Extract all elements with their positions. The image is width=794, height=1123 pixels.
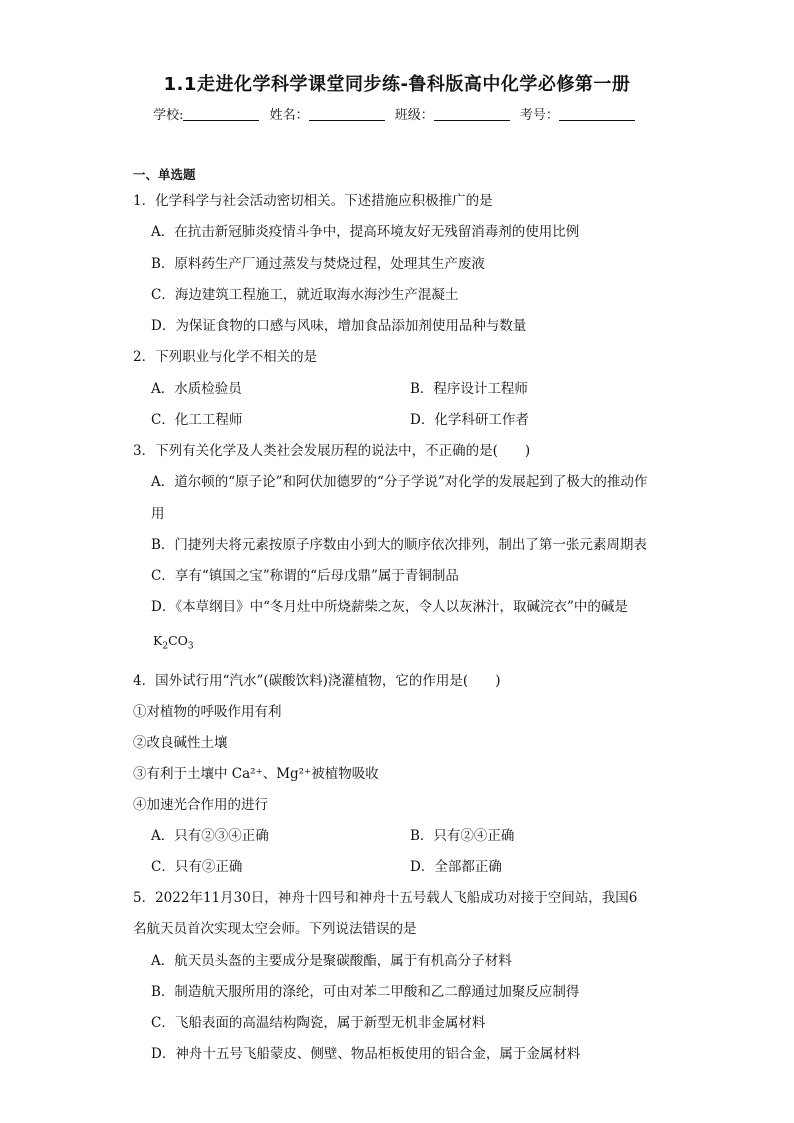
- id-blank[interactable]: [559, 108, 635, 121]
- question-5-option-d: D．神舟十五号飞船蒙皮、侧壁、物品柜板使用的铝合金，属于金属材料: [151, 1046, 581, 1062]
- name-blank[interactable]: [309, 108, 385, 121]
- question-1-option-a: A．在抗击新冠肺炎疫情斗争中，提高环境友好无残留消毒剂的使用比例: [151, 224, 580, 240]
- question-4-item-4: ④加速光合作用的进行: [133, 797, 268, 813]
- question-5-option-c: C．飞船表面的高温结构陶瓷，属于新型无机非金属材料: [151, 1015, 486, 1031]
- id-label: 考号：: [519, 108, 559, 123]
- question-4-item-3: ③有利于土壤中 Ca²⁺、Mg²⁺被植物吸收: [133, 766, 379, 782]
- question-4-stem: 4．国外试行用“汽水”(碳酸饮料)浇灌植物，它的作用是( ): [133, 673, 501, 689]
- question-2-option-d: D．化学科研工作者: [410, 412, 529, 428]
- question-5-stem-line1: 5．2022年11月30日，神舟十四号和神舟十五号载人飞船成功对接于空间站，我国6: [133, 890, 638, 906]
- question-3-stem: 3．下列有关化学及人类社会发展历程的说法中，不正确的是( ): [133, 443, 531, 459]
- section-title: 一、单选题: [133, 167, 196, 182]
- question-2-option-c: C．化工工程师: [151, 412, 243, 428]
- name-label: 姓名：: [269, 108, 309, 123]
- formula-k-subscript: 2: [162, 641, 169, 652]
- question-3-option-a: A．道尔顿的“原子论”和阿伏加德罗的“分子学说”对化学的发展起到了极大的推动作: [151, 474, 648, 490]
- school-label: 学校:: [153, 108, 184, 123]
- school-blank[interactable]: [183, 108, 259, 121]
- question-1-option-b: B．原料药生产厂通过蒸发与焚烧过程，处理其生产废液: [151, 256, 485, 272]
- formula-k: K: [153, 633, 163, 648]
- question-2-option-b: B．程序设计工程师: [410, 381, 528, 397]
- question-3-option-b: B．门捷列夫将元素按原子序数由小到大的顺序依次排列，制出了第一张元素周期表: [151, 537, 647, 553]
- question-2-stem: 2．下列职业与化学不相关的是: [133, 349, 318, 365]
- question-4-item-2: ②改良碱性土壤: [133, 735, 228, 751]
- formula-co-subscript: 3: [187, 641, 194, 652]
- question-3-option-a-cont: 用: [151, 506, 165, 522]
- page-title: 1.1走进化学科学课堂同步练-鲁科版高中化学必修第一册: [163, 74, 631, 95]
- question-3-option-d: D．《本草纲目》中“冬月灶中所烧薪柴之灰，令人以灰淋汁，取碱浣衣”中的碱是: [151, 599, 628, 615]
- question-1-option-d: D．为保证食物的口感与风味，增加食品添加剂使用品种与数量: [151, 318, 527, 334]
- class-label: 班级：: [394, 108, 434, 123]
- question-1-stem: 1．化学科学与社会活动密切相关。下述措施应积极推广的是: [133, 193, 493, 209]
- formula-co: CO: [168, 633, 188, 648]
- question-5-stem-line2: 名航天员首次实现太空会师。下列说法错误的是: [133, 921, 417, 937]
- question-5-option-b: B．制造航天服所用的涤纶，可由对苯二甲酸和乙二醇通过加聚反应制得: [151, 984, 580, 1000]
- student-info-row: [0, 104, 794, 123]
- question-4-option-a: A．只有②③④正确: [151, 828, 269, 844]
- question-5-option-a: A．航天员头盔的主要成分是聚碳酸酯，属于有机高分子材料: [151, 953, 512, 969]
- question-4-option-c: C．只有②正确: [151, 859, 243, 875]
- question-4-option-b: B．只有②④正确: [410, 828, 515, 844]
- question-4-option-d: D．全部都正确: [410, 859, 502, 875]
- question-3-formula: [153, 632, 194, 656]
- question-4-item-1: ①对植物的呼吸作用有利: [133, 704, 282, 720]
- class-blank[interactable]: [434, 108, 510, 121]
- question-1-option-c: C．海边建筑工程施工，就近取海水海沙生产混凝土: [151, 287, 459, 303]
- question-2-option-a: A．水质检验员: [151, 381, 242, 397]
- question-3-option-c: C．享有“镇国之宝”称谓的“后母戊鼎”属于青铜制品: [151, 568, 459, 584]
